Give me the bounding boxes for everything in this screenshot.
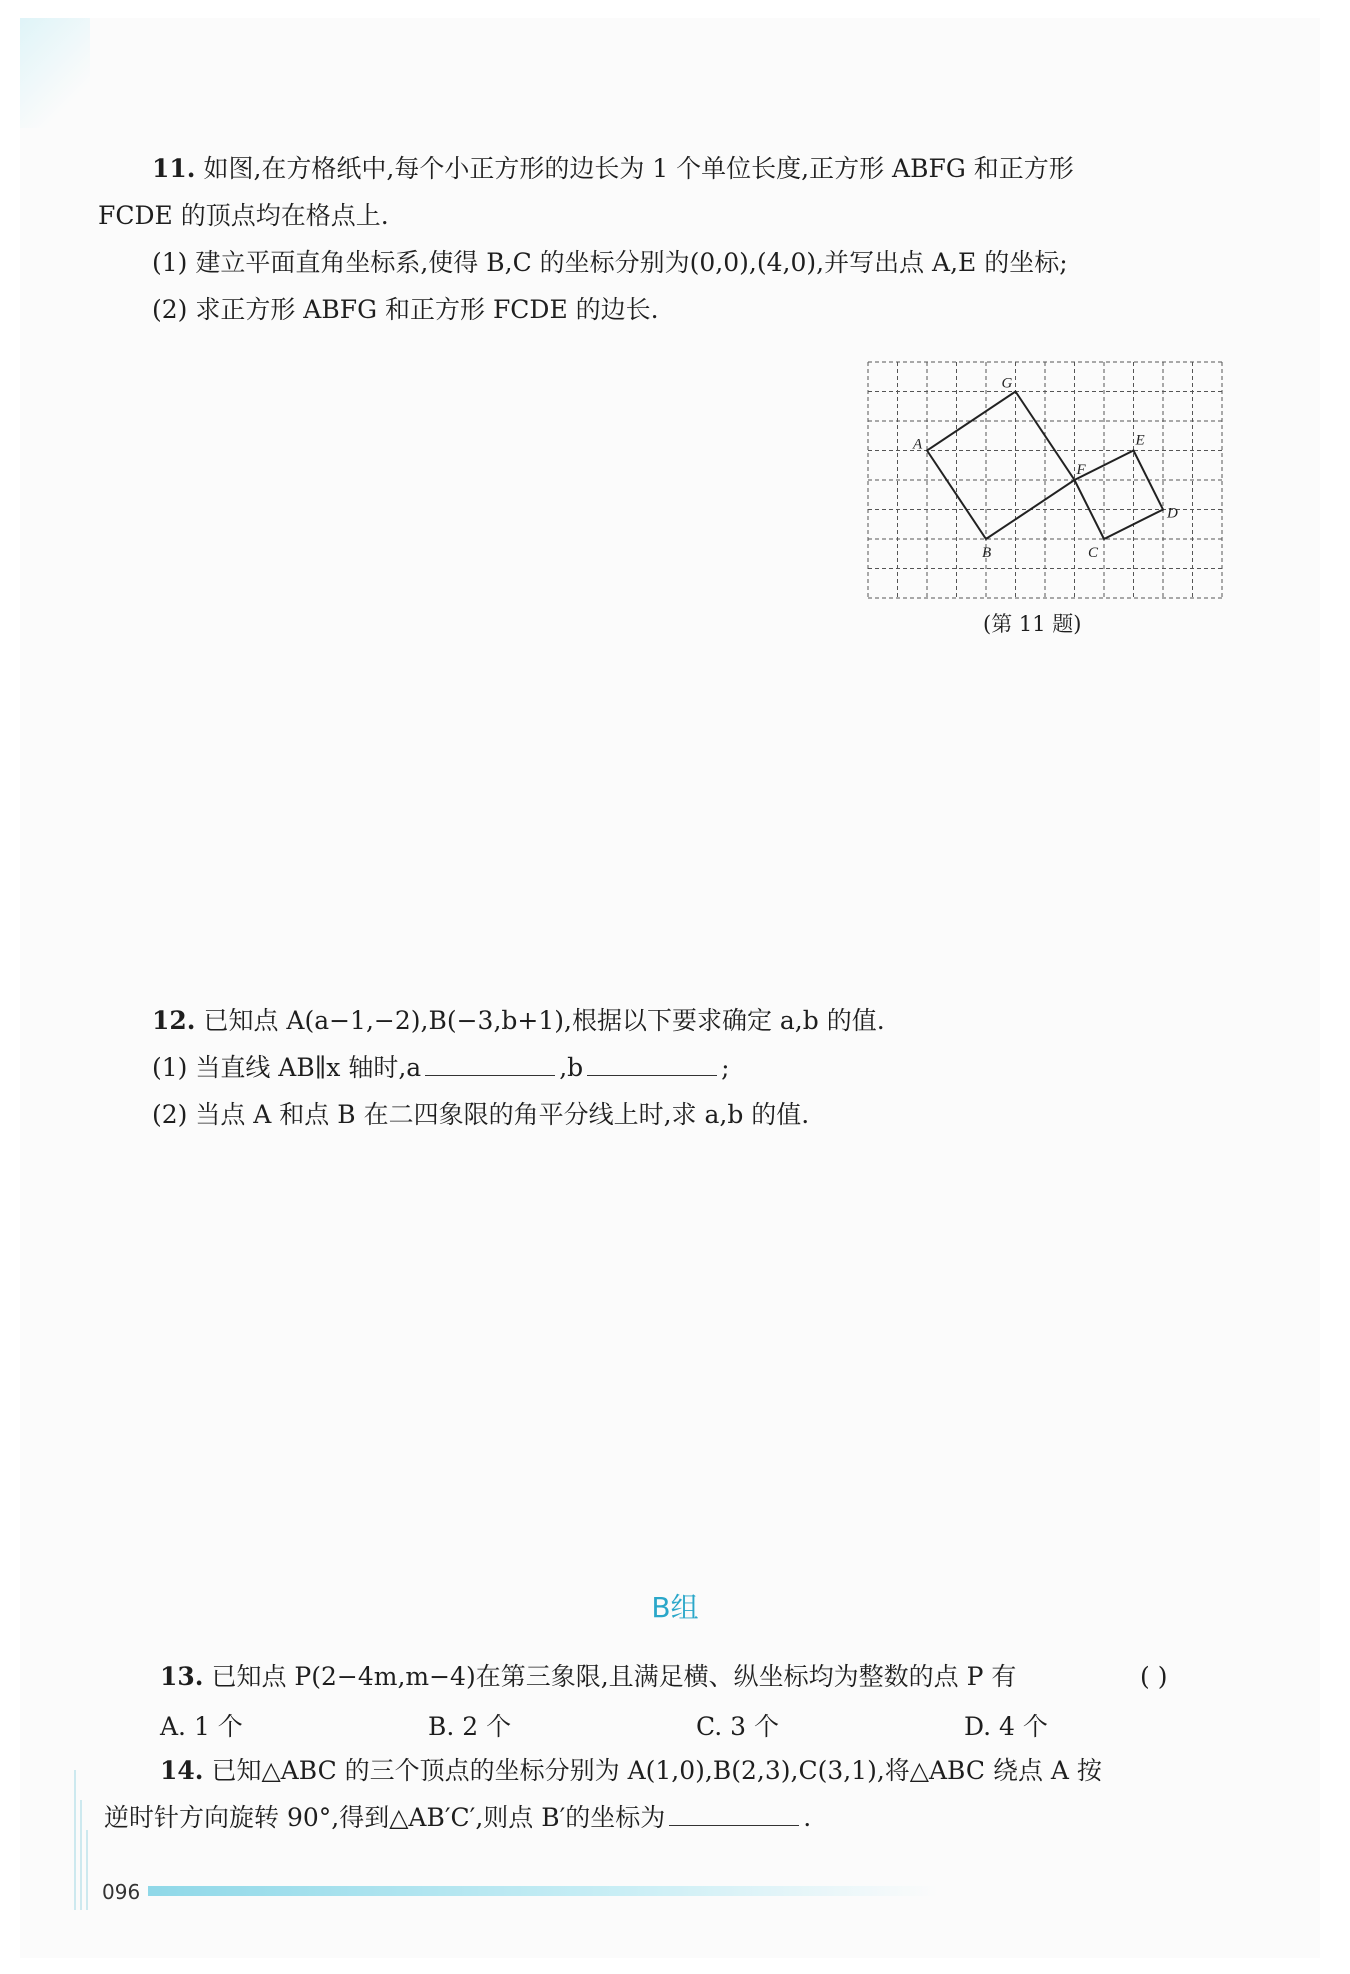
label-e: E	[1135, 432, 1145, 449]
q12-part1-prefix: (1) 当直线 AB∥x 轴时,a	[152, 1053, 422, 1082]
q12-line1	[152, 1004, 885, 1038]
q11-line1	[152, 152, 1074, 186]
q13-stem: 已知点 P(2−4m,m−4)在第三象限,且满足横、纵坐标均为整数的点 P 有	[211, 1662, 1017, 1691]
q12-part1-mid: ,b	[559, 1053, 584, 1082]
q12-part2: (2) 当点 A 和点 B 在二四象限的角平分线上时,求 a,b 的值.	[152, 1100, 810, 1129]
choice-d[interactable]: D. 4 个	[964, 1712, 1048, 1741]
q14-stem-line1: 已知△ABC 的三个顶点的坐标分别为 A(1,0),B(2,3),C(3,1),将△ABC 绕点 A 按	[211, 1756, 1102, 1785]
q11-part1: (1) 建立平面直角坐标系,使得 B,C 的坐标分别为(0,0),(4,0),并写出点 A,E 的坐标;	[152, 248, 1068, 277]
q11-part2: (2) 求正方形 ABFG 和正方形 FCDE 的边长.	[152, 295, 659, 324]
label-d: D	[1167, 505, 1178, 522]
q11-number: 11.	[152, 154, 196, 183]
label-c: C	[1088, 545, 1099, 561]
page-number: 096	[102, 1880, 141, 1904]
grid-figure	[860, 350, 1230, 604]
label-a: A	[913, 436, 923, 453]
page-footer-bar	[148, 1886, 938, 1896]
grid-lines	[868, 362, 1222, 598]
figure-caption: (第 11 题)	[983, 612, 1082, 636]
choice-b[interactable]: B. 2 个	[428, 1712, 512, 1741]
q13-answer-bracket[interactable]: ( )	[1140, 1662, 1168, 1691]
q14-stem-line2: 逆时针方向旋转 90°,得到△AB′C′,则点 B′的坐标为	[104, 1803, 666, 1832]
choice-c[interactable]: C. 3 个	[696, 1712, 779, 1741]
answer-blank-b[interactable]	[587, 1051, 717, 1076]
q12-stem: 已知点 A(a−1,−2),B(−3,b+1),根据以下要求确定 a,b 的值.	[203, 1006, 885, 1035]
q12-part1	[152, 1051, 730, 1085]
margin-rule-2	[80, 1800, 82, 1910]
q11-stem-line1: 如图,在方格纸中,每个小正方形的边长为 1 个单位长度,正方形 ABFG 和正方形	[203, 154, 1074, 183]
q14-line1	[160, 1754, 1102, 1788]
q14-line2-end: .	[803, 1803, 812, 1832]
corner-decoration	[20, 18, 90, 128]
square-fcde	[1075, 451, 1164, 540]
grid-figure-svg	[860, 350, 1230, 600]
q12-number: 12.	[152, 1006, 196, 1035]
margin-rule-1	[74, 1770, 76, 1910]
q11-stem-line2: FCDE 的顶点均在格点上.	[98, 201, 389, 230]
choice-a[interactable]: A. 1 个	[160, 1712, 243, 1741]
label-f: F	[1076, 462, 1086, 478]
q12-part1-end: ;	[721, 1053, 730, 1082]
section-b-title: B组	[651, 1591, 699, 1624]
q13-line1	[160, 1660, 1016, 1694]
q14-line2	[104, 1801, 811, 1835]
label-b: B	[982, 545, 992, 561]
q13-number: 13.	[160, 1662, 204, 1691]
q14-number: 14.	[160, 1756, 204, 1785]
square-abfg	[927, 392, 1075, 540]
margin-rule-3	[86, 1830, 88, 1910]
answer-blank-b-prime[interactable]	[669, 1801, 799, 1826]
label-g: G	[1001, 375, 1013, 392]
answer-blank-a[interactable]	[425, 1051, 555, 1076]
